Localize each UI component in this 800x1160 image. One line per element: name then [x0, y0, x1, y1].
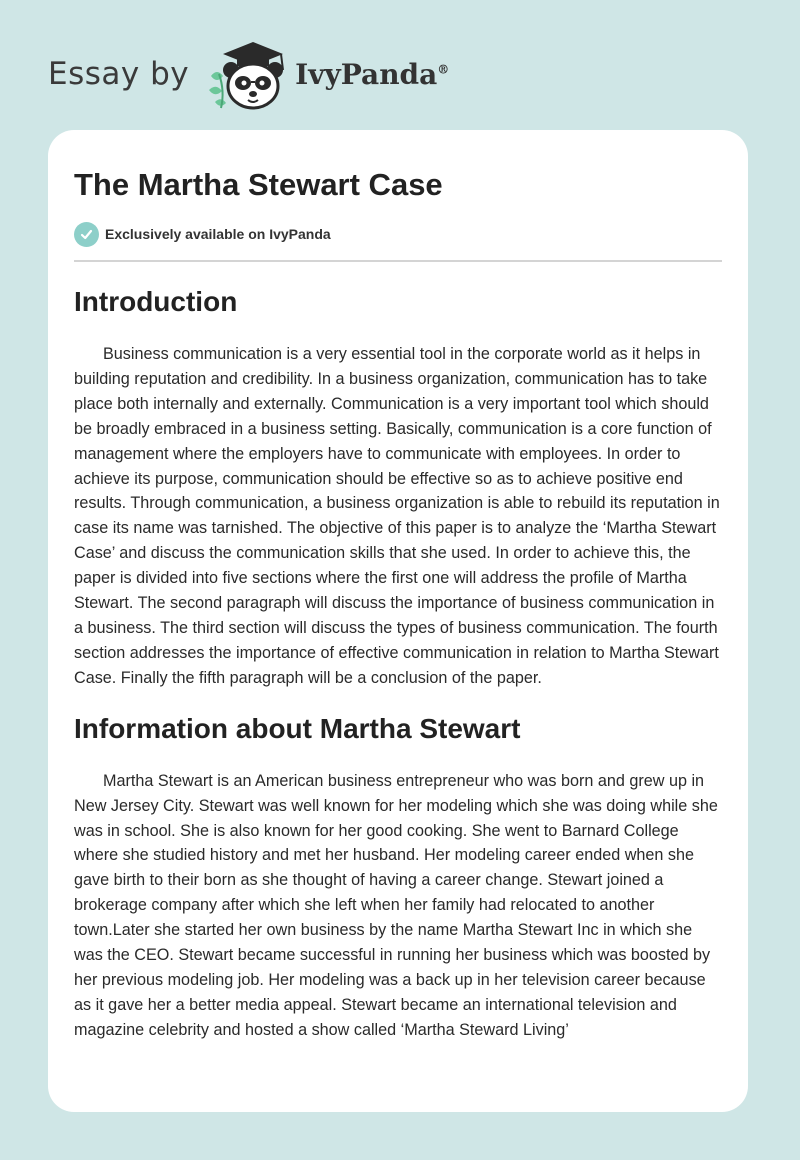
brand-name	[295, 58, 449, 91]
section-heading-information: Information about Martha Stewart	[74, 712, 521, 744]
registered-mark: ®	[437, 62, 450, 77]
check-circle-icon	[74, 222, 99, 247]
article-title: The Martha Stewart Case	[74, 167, 443, 202]
article-card	[48, 130, 748, 1112]
exclusive-badge	[74, 221, 722, 247]
panda-logo-icon	[203, 36, 291, 112]
section-body-introduction: Business communication is a very essential tool in the corporate world as it helps in building reputation and credibility. In a business organization, communication has to take place both internally and externally. Communication is a very important tool which should be broadly embraced in a business setting. Basically, communication is a core function of management where the employers have to communicate with employees. In order to achieve its purpose, communication should be effective so as to achieve positive end results. Through communication, a business organization is able to rebuild its reputation in case its name was tarnished. The objective of this paper is to analyze the ‘Martha Stewart Case’ and discuss the communication skills that she used. In order to achieve this, the paper is divided into five sections where the first one will address the profile of Martha Stewart. The second paragraph will discuss the importance of business communication in a business. The third section will discuss the types of business communication. The fourth section addresses the importance of effective communication in relation to Martha Stewart Case. Finally the fifth paragraph will be a conclusion of the paper.	[74, 345, 720, 687]
exclusive-label: Exclusively available on IvyPanda	[105, 226, 331, 242]
site-header	[48, 34, 449, 114]
section-heading-introduction: Introduction	[74, 286, 238, 317]
brand-text: IvyPanda	[295, 57, 438, 91]
divider	[74, 260, 722, 262]
section-body-information: Martha Stewart is an American business entrepreneur who was born and grew up in New Jersey City. Stewart was well known for her modeling which she was doing while she was in school. She is also known for her good cooking. She went to Barnard College where she studied history and met her husband. Her modeling career ended when she gave birth to their born as she thought of having a career change. Stewart joined a brokerage company after which she left when her family had relocated to another town.Later she started her own business by the name Martha Stewart Inc in which she was the CEO. Stewart became successful in running her business which was boosted by her previous modeling job. Her modeling was a back up in her television career because as it gave her a better media appeal. Stewart became an international television and magazine celebrity and hosted a show called ‘Martha Steward Living’	[74, 771, 718, 1039]
essay-by-label: Essay by	[48, 56, 190, 92]
